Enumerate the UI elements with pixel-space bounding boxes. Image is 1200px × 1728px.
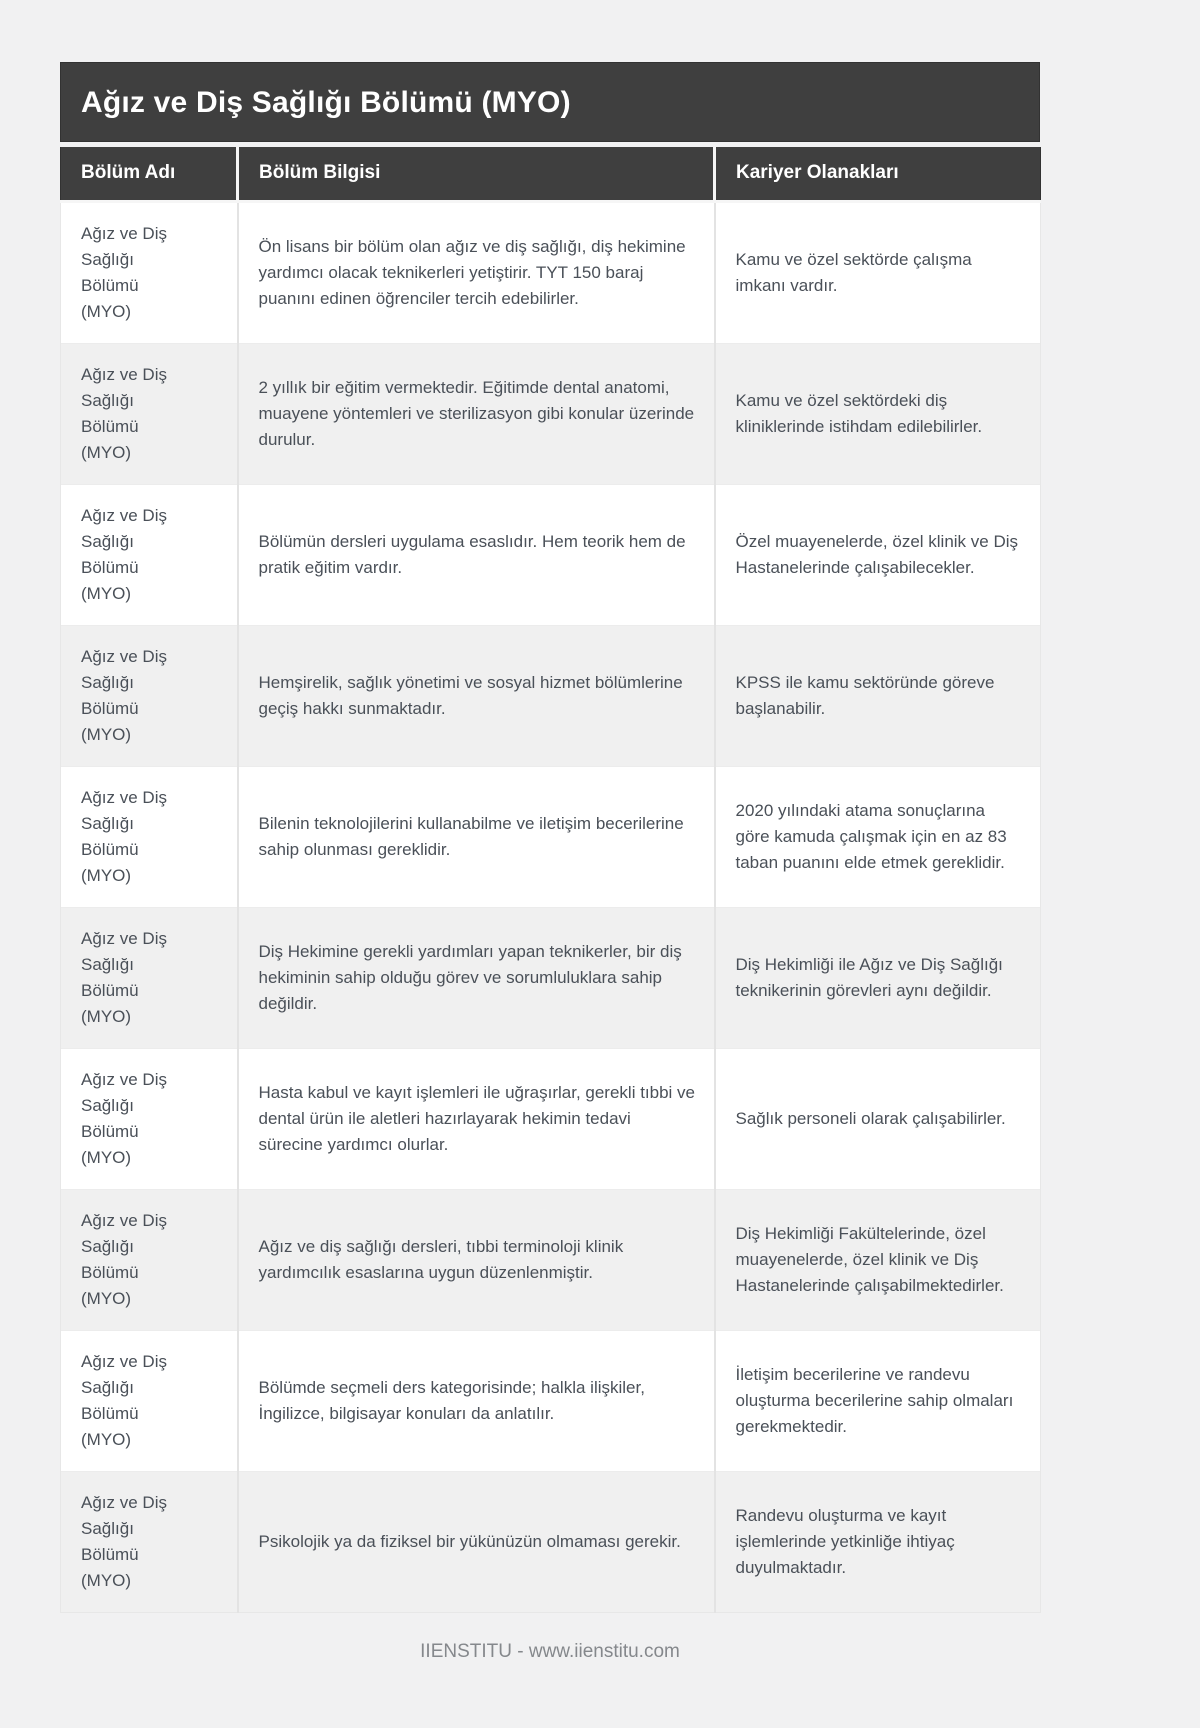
- column-header-kariyer-olanaklari: Kariyer Olanakları: [715, 147, 1041, 201]
- cell-department-name: [61, 1330, 238, 1471]
- cell-career-opportunity: Sağlık personeli olarak çalışabilirler.: [715, 1048, 1041, 1189]
- cell-department-name: [61, 343, 238, 484]
- cell-department-name: [61, 484, 238, 625]
- department-name-text: Ağız ve Diş Sağlığı Bölümü (MYO): [81, 1210, 167, 1308]
- table-row: [61, 201, 1041, 343]
- table-row: [61, 1048, 1041, 1189]
- cell-career-opportunity: Diş Hekimliği ile Ağız ve Diş Sağlığı teknikerinin görevleri aynı değildir.: [715, 907, 1041, 1048]
- cell-career-opportunity: Diş Hekimliği Fakültelerinde, özel muayenelerde, özel klinik ve Diş Hastanelerinde çalışabilmektedirler.: [715, 1189, 1041, 1330]
- department-name-text: Ağız ve Diş Sağlığı Bölümü (MYO): [81, 1069, 167, 1167]
- cell-career-opportunity: 2020 yılındaki atama sonuçlarına göre kamuda çalışmak için en az 83 taban puanını elde etmek gereklidir.: [715, 766, 1041, 907]
- cell-department-info: 2 yıllık bir eğitim vermektedir. Eğitimde dental anatomi, muayene yöntemleri ve sterilizasyon gibi konular üzerinde durulur.: [238, 343, 715, 484]
- table-row: [61, 343, 1041, 484]
- cell-department-name: [61, 766, 238, 907]
- table-row: [61, 625, 1041, 766]
- cell-department-info: Diş Hekimine gerekli yardımları yapan teknikerler, bir diş hekiminin sahip olduğu görev ve sorumluluklara sahip değildir.: [238, 907, 715, 1048]
- department-name-text: Ağız ve Diş Sağlığı Bölümü (MYO): [81, 646, 167, 744]
- table-row: [61, 484, 1041, 625]
- cell-career-opportunity: Kamu ve özel sektörde çalışma imkanı vardır.: [715, 201, 1041, 343]
- department-name-text: Ağız ve Diş Sağlığı Bölümü (MYO): [81, 364, 167, 462]
- department-name-text: Ağız ve Diş Sağlığı Bölümü (MYO): [81, 928, 167, 1026]
- cell-department-info: Hasta kabul ve kayıt işlemleri ile uğraşırlar, gerekli tıbbi ve dental ürün ile aletleri hazırlayarak hekimin tedavi sürecine yardımcı olurlar.: [238, 1048, 715, 1189]
- cell-department-name: [61, 1471, 238, 1612]
- department-name-text: Ağız ve Diş Sağlığı Bölümü (MYO): [81, 223, 167, 321]
- cell-department-name: [61, 1048, 238, 1189]
- page-title-bar: [60, 62, 1040, 142]
- footer-credit: IIENSTITU - www.iienstitu.com: [420, 1640, 680, 1662]
- cell-department-info: Ağız ve diş sağlığı dersleri, tıbbi terminoloji klinik yardımcılık esaslarına uygun düzenlenmiştir.: [238, 1189, 715, 1330]
- cell-department-info: Hemşirelik, sağlık yönetimi ve sosyal hizmet bölümlerine geçiş hakkı sunmaktadır.: [238, 625, 715, 766]
- department-name-text: Ağız ve Diş Sağlığı Bölümü (MYO): [81, 1351, 167, 1449]
- page-container: [60, 0, 1040, 1663]
- table-row: [61, 907, 1041, 1048]
- cell-department-info: Psikolojik ya da fiziksel bir yükünüzün olmaması gerekir.: [238, 1471, 715, 1612]
- table-row: [61, 1189, 1041, 1330]
- cell-career-opportunity: KPSS ile kamu sektöründe göreve başlanabilir.: [715, 625, 1041, 766]
- cell-department-info: Bölümün dersleri uygulama esaslıdır. Hem teorik hem de pratik eğitim vardır.: [238, 484, 715, 625]
- cell-department-name: [61, 1189, 238, 1330]
- department-name-text: Ağız ve Diş Sağlığı Bölümü (MYO): [81, 1492, 167, 1590]
- column-header-bolum-bilgisi: Bölüm Bilgisi: [238, 147, 715, 201]
- table-header-row: [61, 147, 1041, 201]
- department-name-text: Ağız ve Diş Sağlığı Bölümü (MYO): [81, 505, 167, 603]
- cell-department-name: [61, 201, 238, 343]
- table-row: [61, 1330, 1041, 1471]
- cell-department-name: [61, 907, 238, 1048]
- table-row: [61, 1471, 1041, 1612]
- department-name-text: Ağız ve Diş Sağlığı Bölümü (MYO): [81, 787, 167, 885]
- cell-career-opportunity: Kamu ve özel sektördeki diş kliniklerinde istihdam edilebilirler.: [715, 343, 1041, 484]
- cell-department-name: [61, 625, 238, 766]
- column-header-bolum-adi: Bölüm Adı: [61, 147, 238, 201]
- cell-department-info: Ön lisans bir bölüm olan ağız ve diş sağlığı, diş hekimine yardımcı olacak teknikerleri yetiştirir. TYT 150 baraj puanını edinen öğrenciler tercih edebilirler.: [238, 201, 715, 343]
- cell-department-info: Bölümde seçmeli ders kategorisinde; halkla ilişkiler, İngilizce, bilgisayar konuları da anlatılır.: [238, 1330, 715, 1471]
- cell-career-opportunity: Randevu oluşturma ve kayıt işlemlerinde yetkinliğe ihtiyaç duyulmaktadır.: [715, 1471, 1041, 1612]
- cell-career-opportunity: İletişim becerilerine ve randevu oluşturma becerilerine sahip olmaları gerekmektedir.: [715, 1330, 1041, 1471]
- department-table: [60, 147, 1041, 1613]
- cell-department-info: Bilenin teknolojilerini kullanabilme ve iletişim becerilerine sahip olunması gereklidir.: [238, 766, 715, 907]
- cell-career-opportunity: Özel muayenelerde, özel klinik ve Diş Hastanelerinde çalışabilecekler.: [715, 484, 1041, 625]
- page-title: Ağız ve Diş Sağlığı Bölümü (MYO): [81, 85, 571, 119]
- table-row: [61, 766, 1041, 907]
